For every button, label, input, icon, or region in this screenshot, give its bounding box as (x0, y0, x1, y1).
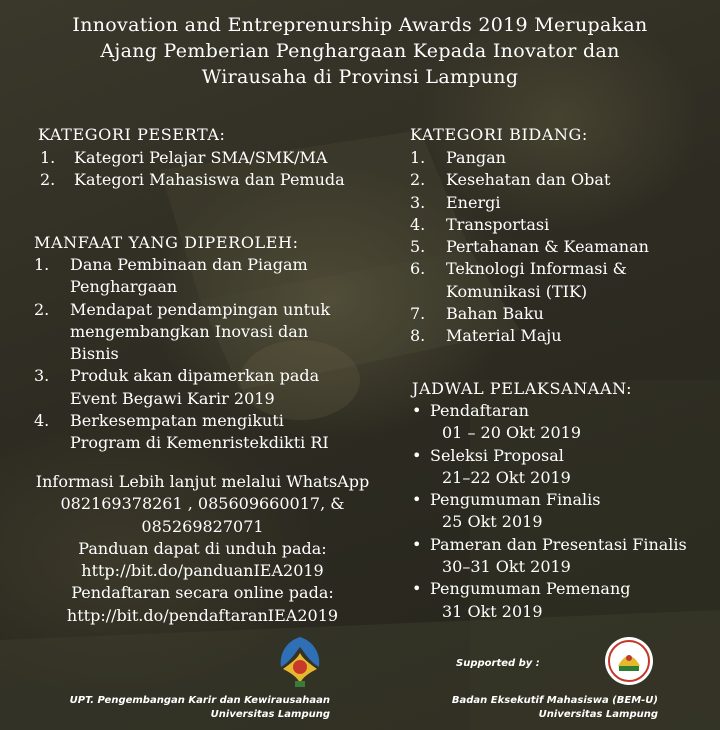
info-panduan-link[interactable]: http://bit.do/panduanIEA2019 (81, 561, 324, 581)
jadwal-list (412, 400, 687, 623)
list-item (410, 147, 649, 169)
list-text: Pertahanan & Keamanan (446, 237, 649, 257)
list-item (34, 299, 330, 321)
list-item (410, 303, 649, 325)
list-number: 3. (34, 366, 50, 386)
list-item (412, 578, 687, 600)
info-phone-number-3: 085269827071 (141, 516, 264, 536)
list-number: 6. (410, 259, 426, 279)
list-text: Kesehatan dan Obat (446, 170, 611, 190)
list-text: Program di Kemenristekdikti RI (70, 433, 329, 453)
kategori-bidang-heading: KATEGORI BIDANG: (410, 125, 588, 144)
jadwal-label: Pameran dan Presentasi Finalis (430, 534, 687, 554)
list-text: Berkesempatan mengikuti (70, 411, 284, 431)
jadwal-label: Seleksi Proposal (430, 445, 564, 465)
footer-left-line-2: Universitas Lampung (210, 709, 330, 720)
title-line-3: Wirausaha di Provinsi Lampung (201, 66, 519, 88)
list-text: Mendapat pendampingan untuk (70, 299, 331, 319)
manfaat-list (34, 254, 330, 455)
info-panduan-label: Panduan dapat di unduh pada: (78, 538, 327, 558)
list-text: Kategori Pelajar SMA/SMK/MA (74, 148, 328, 167)
list-text: Produk akan dipamerkan pada (70, 366, 320, 386)
footer-left (60, 694, 330, 722)
footer-right-line-2: Universitas Lampung (538, 709, 658, 720)
list-item (412, 489, 687, 511)
list-item (34, 254, 330, 276)
list-number: 2. (410, 170, 426, 190)
jadwal-label: Pengumuman Finalis (430, 490, 601, 510)
supported-by-label: Supported by : (456, 658, 540, 669)
list-item (412, 445, 687, 467)
list-text: mengembangkan Inovasi dan (70, 321, 309, 341)
jadwal-label: Pengumuman Pemenang (430, 579, 631, 599)
bullet-icon: • (412, 445, 422, 465)
list-text: Komunikasi (TIK) (446, 281, 588, 301)
list-text: Material Maju (446, 326, 562, 346)
list-item (40, 147, 345, 169)
poster-title (0, 12, 720, 90)
list-number: 5. (410, 237, 426, 257)
list-item (412, 534, 687, 556)
list-number: 3. (410, 192, 426, 212)
title-line-2: Ajang Pemberian Penghargaan Kepada Inovator dan (100, 40, 620, 62)
bullet-icon: • (412, 579, 422, 599)
list-text: Pangan (446, 148, 506, 167)
list-number: 1. (34, 255, 50, 274)
list-number: 7. (410, 304, 426, 324)
list-text: Bisnis (70, 344, 119, 364)
list-text: Event Begawi Karir 2019 (70, 388, 275, 408)
list-text: Transportasi (446, 214, 550, 234)
info-phone-numbers: 082169378261 , 085609660017, & (60, 494, 345, 514)
list-text: Bahan Baku (446, 304, 544, 324)
list-item (40, 169, 345, 191)
info-block (10, 471, 395, 627)
list-item (410, 214, 649, 236)
jadwal-date: 31 Okt 2019 (442, 601, 543, 621)
kategori-peserta-heading: KATEGORI PESERTA: (38, 125, 226, 144)
list-number: 2. (34, 299, 50, 319)
list-number: 4. (34, 411, 50, 431)
list-number: 8. (410, 326, 426, 346)
unila-logo-icon (273, 633, 327, 691)
jadwal-date: 30–31 Okt 2019 (442, 557, 571, 577)
list-item (410, 192, 649, 214)
list-text: Dana Pembinaan dan Piagam (70, 255, 308, 274)
list-item (412, 400, 687, 422)
list-text: Energi (446, 192, 501, 212)
kategori-peserta-section (38, 124, 225, 146)
list-number: 2. (40, 170, 56, 190)
list-item (34, 410, 330, 432)
jadwal-date: 25 Okt 2019 (442, 512, 543, 532)
bullet-icon: • (412, 401, 422, 420)
info-whatsapp-label: Informasi Lebih lanjut melalui WhatsApp (35, 472, 370, 491)
bullet-icon: • (412, 534, 422, 554)
list-text: Penghargaan (70, 277, 178, 297)
manfaat-heading: MANFAAT YANG DIPEROLEH: (34, 233, 299, 252)
info-pendaftaran-link[interactable]: http://bit.do/pendaftaranIEA2019 (66, 605, 339, 625)
jadwal-label: Pendaftaran (430, 401, 529, 420)
info-pendaftaran-label: Pendaftaran secara online pada: (71, 583, 334, 603)
footer-right-line-1: Badan Eksekutif Mahasiswa (BEM-U) (451, 695, 658, 706)
list-item (410, 325, 649, 347)
kategori-bidang-list (410, 147, 649, 348)
list-item (410, 236, 649, 258)
bem-logo-icon (604, 636, 654, 686)
list-item (410, 169, 649, 191)
footer-right (400, 694, 658, 722)
footer-left-line-1: UPT. Pengembangan Karir dan Kewirausahaan (69, 695, 330, 706)
bullet-icon: • (412, 490, 422, 510)
list-item (34, 365, 330, 387)
list-number: 4. (410, 214, 426, 234)
jadwal-date: 01 – 20 Okt 2019 (442, 423, 582, 443)
list-item (410, 258, 649, 280)
title-line-1: Innovation and Entreprenurship Awards 2019 Merupakan (72, 14, 648, 36)
list-number: 1. (410, 148, 426, 167)
list-text: Teknologi Informasi & (446, 259, 627, 279)
kategori-peserta-list (40, 147, 345, 192)
list-text: Kategori Mahasiswa dan Pemuda (74, 170, 345, 190)
list-number: 1. (40, 148, 56, 167)
jadwal-heading: JADWAL PELAKSANAAN: (412, 379, 633, 398)
jadwal-date: 21–22 Okt 2019 (442, 467, 571, 487)
